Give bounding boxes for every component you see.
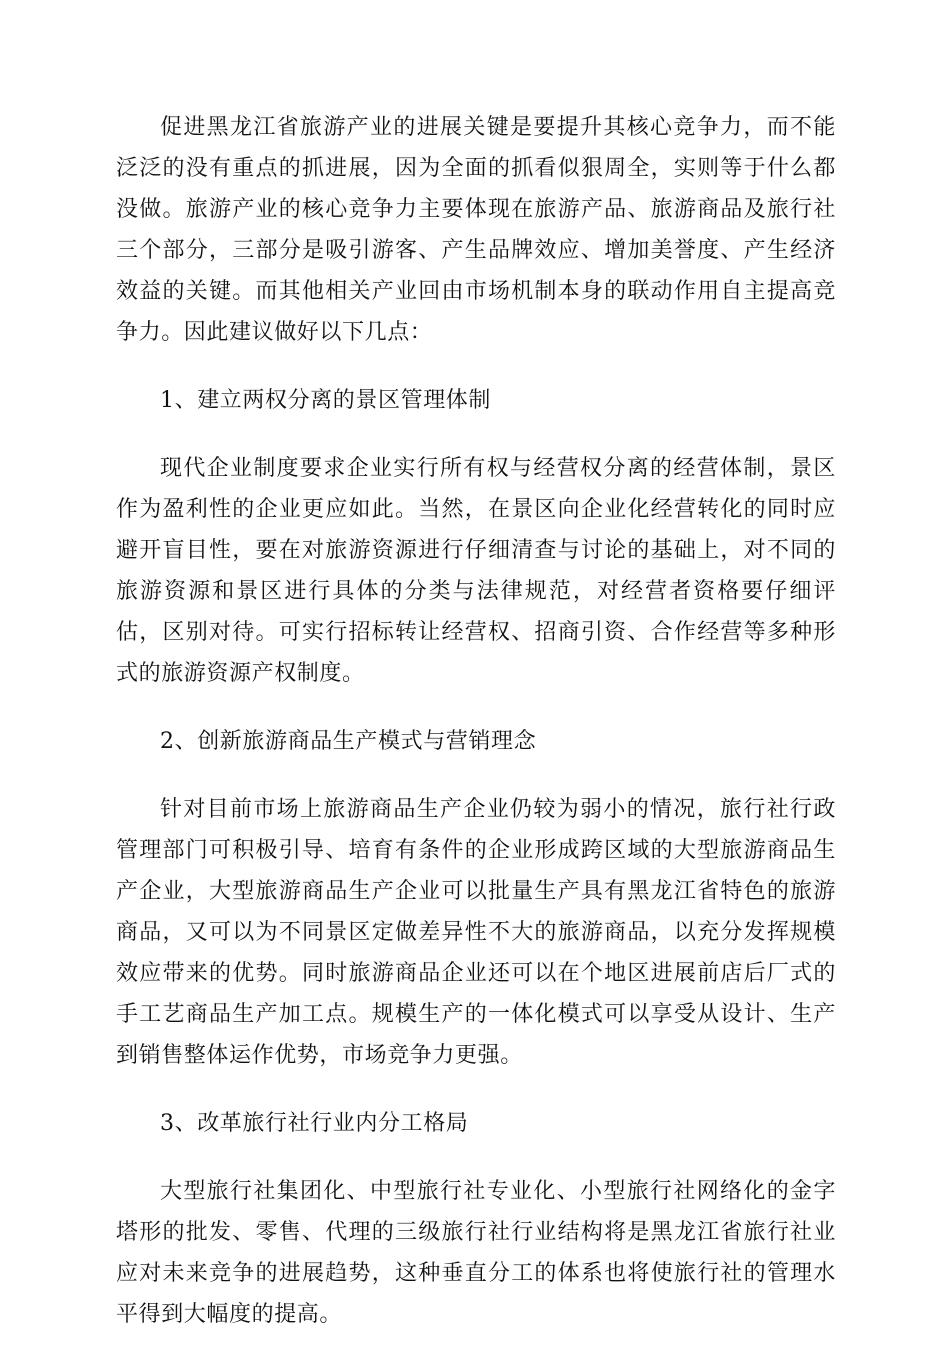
document-body	[116, 107, 836, 1362]
paragraph-section-2: 针对目前市场上旅游商品生产企业仍较为弱小的情况，旅行社行政管理部门可积极引导、培育有条件的企业形成跨区域的大型旅游商品生产企业，大型旅游商品生产企业可以批量生产具有黑龙江省特色的旅游商品，又可以为不同景区定做差异性不大的旅游商品，以充分发挥规模效应带来的优势。同时旅游商品企业还可以在个地区进展前店后厂式的手工艺商品生产加工点。规模生产的一体化模式可以享受从设计、生产到销售整体运作优势，市场竞争力更强。	[116, 797, 836, 1068]
section-heading-3: 3、改革旅行社行业内分工格局	[160, 1111, 469, 1136]
paragraph-section-1: 现代企业制度要求企业实行所有权与经营权分离的经营体制，景区作为盈利性的企业更应如此。当然，在景区向企业化经营转化的同时应避开盲目性，要在对旅游资源进行仔细清查与讨论的基础上，对不同的旅游资源和景区进行具体的分类与法律规范，对经营者资格要仔细评估，区别对待。可实行招标转让经营权、招商引资、合作经营等多种形式的旅游资源产权制度。	[116, 456, 836, 686]
paragraph-intro: 促进黑龙江省旅游产业的进展关键是要提升其核心竞争力，而不能泛泛的没有重点的抓进展，因为全面的抓看似狠周全，实则等于什么都没做。旅游产业的核心竞争力主要体现在旅游产品、旅游商品及旅行社三个部分，三部分是吸引游客、产生品牌效应、增加美誉度、产生经济效益的关键。而其他相关产业回由市场机制本身的联动作用自主提高竞争力。因此建议做好以下几点：	[116, 115, 836, 345]
section-heading-1: 1、建立两权分离的景区管理体制	[160, 388, 491, 413]
section-heading-2: 2、创新旅游商品生产模式与营销理念	[160, 729, 537, 754]
paragraph-section-3: 大型旅行社集团化、中型旅行社专业化、小型旅行社网络化的金字塔形的批发、零售、代理的三级旅行社行业结构将是黑龙江省旅行社业应对未来竞争的进展趋势，这种垂直分工的体系也将使旅行社的管理水平得到大幅度的提高。	[116, 1179, 836, 1327]
